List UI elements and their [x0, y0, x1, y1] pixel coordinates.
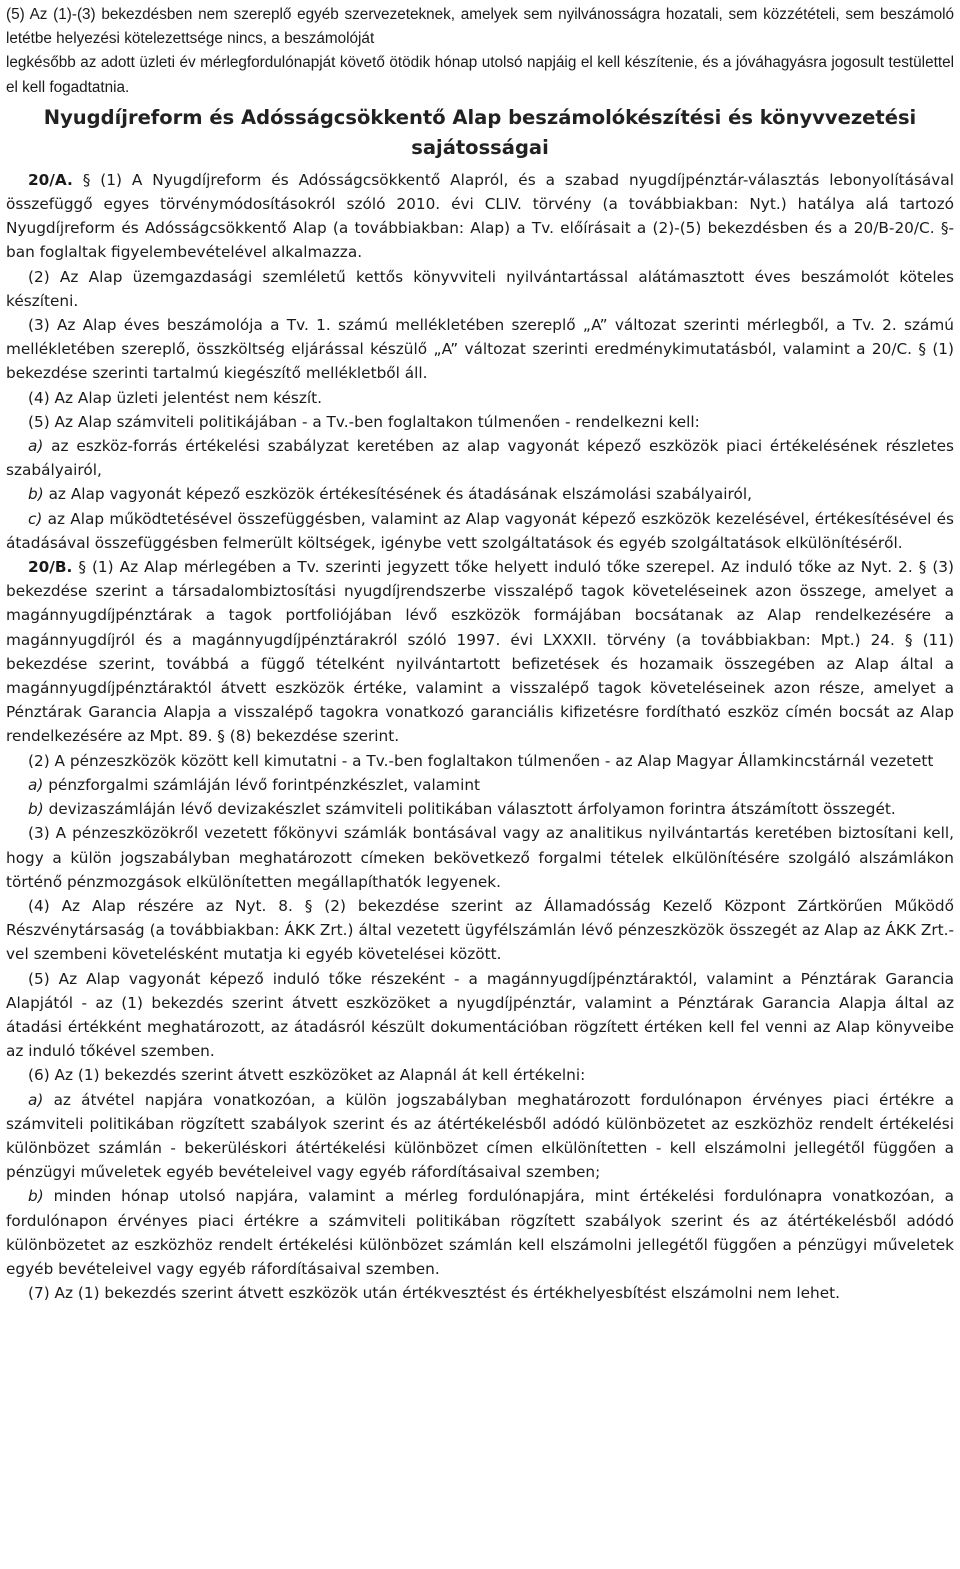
- list-item-b: [6, 1184, 954, 1281]
- item-label: b): [28, 485, 44, 504]
- paragraph-20a-3: (3) Az Alap éves beszámolója a Tv. 1. számú mellékletében szereplő „A” változat szerinti mérlegből, a Tv. 2. számú mellékletében szereplő, összköltség eljárással készülő „A” változat szerinti eredménykimutatásból, valamint a 20/C. § (1) bekezdése szerinti tartalmú kiegészítő mellékletből áll.: [6, 316, 954, 383]
- item-text: az átvétel napjára vonatkozóan, a külön jogszabályban meghatározott fordulónapon érvényes piaci értékre a számviteli politikában rögzített szabályok szerint és az átértékelésből adódó különbözetet az eszközhöz rendelt értékelési különbözet számlán - bekerüléskori átértékelési különbözet címen elkülönítetten - kell elszámolni jellegétől függően a pénzügyi műveletek egyéb bevételeivel vagy egyéb ráfordításaival szemben;: [6, 1090, 954, 1182]
- paragraph-20a-1: [6, 168, 954, 265]
- list-item-b: [6, 482, 954, 506]
- paragraph-text: § (1) Az Alap mérlegében a Tv. szerinti jegyzett tőke helyett induló tőke szerepel. Az induló tőke az Nyt. 2. § (3) bekezdése szerint a társadalombiztosítási nyugdíjrendszerbe visszalépő tagok követeléseinek azon összege, amelyet a magánnyugdíjpénztárak a tagok portfoliójában lévő eszközök formájában bocsátanak az Alap rendelkezésére a magánnyugdíjról és a magánnyugdíjpénztárakról szóló 1997. évi LXXXII. törvény (a továbbiakban: Mpt.) 24. § (11) bekezdése szerint, továbbá a függő tételként nyilvántartott befizetések és hozamaik összegében az Alap által a magánnyugdíjpénztáraktól átvett eszközök értéke, valamint a visszalépő tagok követeléseinek azon része, amelyet a Pénztárak Garancia Alapja a visszalépő tagokra vonatkozó garanciális kifizetésre fordítható eszköz címén bocsát az Alap rendelkezésére az Mpt. 89. § (8) bekezdése szerint.: [6, 558, 954, 746]
- item-label: a): [28, 1090, 44, 1109]
- paragraph-20b-6: (6) Az (1) bekezdés szerint átvett eszközöket az Alapnál át kell értékelni:: [28, 1066, 586, 1085]
- item-label: b): [28, 1187, 44, 1206]
- paragraph-20a-5: (5) Az Alap számviteli politikájában - a Tv.-ben foglaltakon túlmenően - rendelkezni kell:: [28, 412, 700, 431]
- item-text: minden hónap utolsó napjára, valamint a mérleg fordulónapjára, mint értékelési fordulónapra vonatkozóan, a fordulónapon érvényes piaci értékre a számviteli politikában rögzített szabályok szerint és az átértékelésből adódó különbözetet az eszközhöz rendelt értékelési különbözet számlán kell elszámolni jellegétől függően a pénzügyi műveletek egyéb bevételeivel vagy egyéb ráfordításaival szemben.: [6, 1187, 954, 1278]
- section-number: 20/A.: [28, 170, 73, 189]
- item-text: pénzforgalmi számláján lévő forintpénzkészlet, valamint: [48, 775, 481, 794]
- item-text: az Alap működtetésével összefüggésben, valamint az Alap vagyonát képező eszközök kezelésével, értékesítésével és átadásával összefüggésben felmerült költségek, igénybe vett szolgáltatások és egyéb szolgáltatások elkülönítéséről.: [6, 509, 954, 552]
- list-item-a: [6, 434, 954, 482]
- item-text: az Alap vagyonát képező eszközök értékesítésének és átadásának elszámolási szabályairól,: [48, 485, 752, 504]
- list-item-b: [6, 797, 954, 821]
- text-line: legkésőbb az adott üzleti év mérlegfordulónapját követő ötödik hónap utolsó napjáig el kell készítenie, és a jóváhagyásra jogosult testülettel el kell fogadtatnia.: [6, 54, 954, 96]
- list-item-c: [6, 507, 954, 555]
- list-item-a: [6, 773, 954, 797]
- paragraph-20a-4: (4) Az Alap üzleti jelentést nem készít.: [28, 388, 323, 407]
- paragraph-20a-2: (2) Az Alap üzemgazdasági szemléletű kettős könyvviteli nyilvántartással alátámasztott éves beszámolót köteles készíteni.: [6, 267, 954, 310]
- paragraph-20b-2: (2) A pénzeszközök között kell kimutatni - a Tv.-ben foglaltakon túlmenően - az Alap Magyar Államkincstárnál vezetett: [28, 751, 934, 770]
- section-5-paragraph: [6, 3, 954, 100]
- item-label: b): [28, 800, 44, 819]
- list-item-a: [6, 1088, 954, 1185]
- paragraph-20b-5: (5) Az Alap vagyonát képező induló tőke részeként - a magánnyugdíjpénztáraktól, valamint a Pénztárak Garancia Alapjától - az (1) bekezdés szerint átvett eszközöket a nyugdíjpénztár, valamint a Pénztárak Garancia Alapja által az átadási értékként meghatározott, az átadásról készült dokumentációban rögzített értéken kell fel venni az Alap könyveibe az induló tőkével szemben.: [6, 969, 954, 1061]
- item-label: a): [28, 775, 44, 794]
- item-label: a): [28, 437, 44, 456]
- item-label: c): [28, 509, 43, 528]
- item-text: devizaszámláján lévő devizakészlet számviteli politikában választott árfolyamon forintra átszámított összegét.: [48, 800, 896, 819]
- paragraph-20b-7: (7) Az (1) bekezdés szerint átvett eszközök után értékvesztést és értékhelyesbítést elszámolni nem lehet.: [28, 1284, 840, 1303]
- item-text: az eszköz-forrás értékelési szabályzat keretében az alap vagyonát képező eszközök piaci értékelésének részletes szabályairól,: [6, 437, 954, 480]
- text-line: (5) Az (1)-(3) bekezdésben nem szereplő egyéb szervezeteknek, amelyek sem nyilvánosságra hozatali, sem közzétételi, sem beszámoló letétbe helyezési kötelezettsége nincs, a beszámolóját: [6, 6, 954, 48]
- paragraph-20b-3: (3) A pénzeszközökről vezetett főkönyvi számlák bontásával vagy az analitikus nyilvántartás keretében biztosítani kell, hogy a külön jogszabályban meghatározott címeken bekövetkező forgalmi tételek elkülönítésére szolgáló alszámlákon történő pénzmozgások elkülönítetten megállapíthatók legyenek.: [6, 824, 954, 891]
- paragraph-text: § (1) A Nyugdíjreform és Adósságcsökkentő Alapról, és a szabad nyugdíjpénztár-választás lebonyolításával összefüggő egyes törvénymódosításokról szóló 2010. évi CLIV. törvény (a továbbiakban: Nyt.) hatálya alá tartozó Nyugdíjreform és Adósságcsökkentő Alap (a továbbiakban: Alap) a Tv. előírásait a (2)-(5) bekezdésben és a 20/B-20/C. §-ban foglaltak figyelembevételével alkalmazza.: [6, 170, 954, 262]
- paragraph-20b-1: [6, 555, 954, 749]
- section-number: 20/B.: [28, 558, 73, 577]
- paragraph-20b-4: (4) Az Alap részére az Nyt. 8. § (2) bekezdése szerint az Államadósság Kezelő Központ Zártkörűen Működő Részvénytársaság (a továbbiakban: ÁKK Zrt.) által vezetett ügyfélszámlán lévő pénzeszközök összegét az Alap az ÁKK Zrt.-vel szembeni követelésként mutatja ki egyéb követelései között.: [6, 896, 954, 964]
- section-heading: Nyugdíjreform és Adósságcsökkentő Alap beszámolókészítési és könyvvezetési sajátosságai: [43, 105, 917, 159]
